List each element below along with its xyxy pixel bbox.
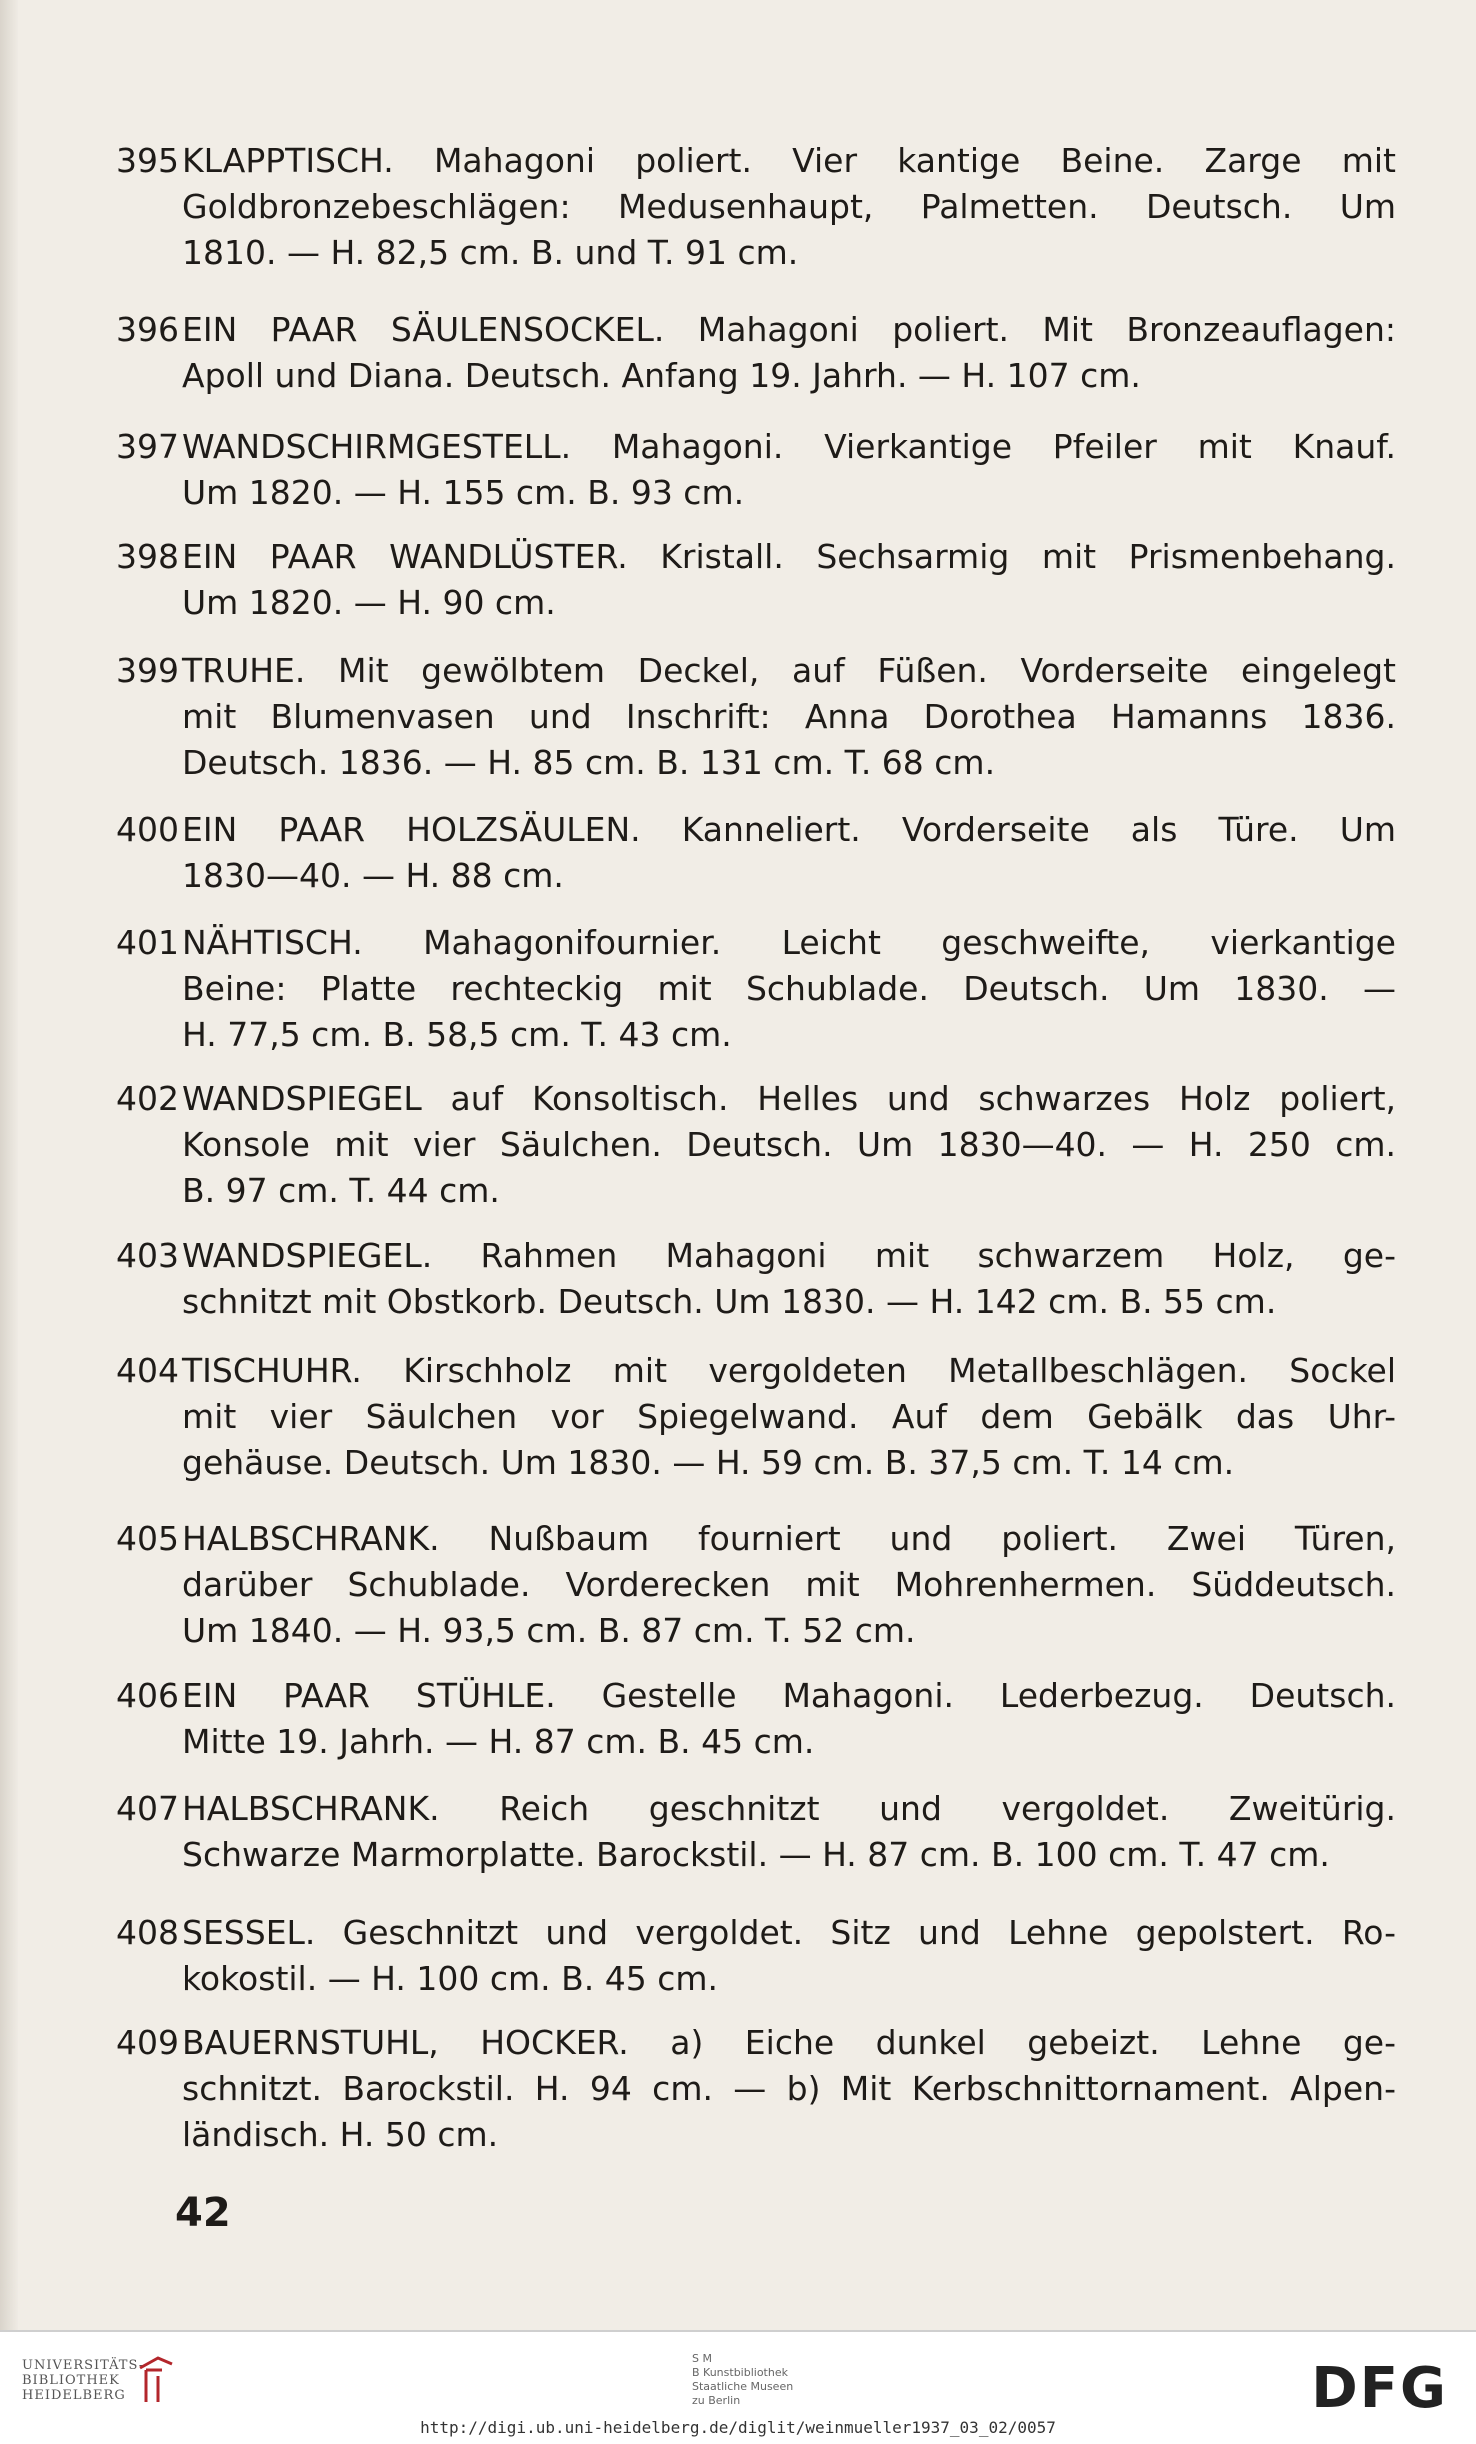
entry-line: WANDSPIEGEL auf Konsoltisch. Helles und schwarzes Holz poliert,: [182, 1079, 1396, 1118]
catalog-entry-397: [116, 424, 1396, 516]
logo-text-line: HEIDELBERG: [22, 2388, 126, 2403]
credit-line: S M: [692, 2352, 712, 2365]
permalink-url[interactable]: http://digi.ub.uni-heidelberg.de/diglit/weinmueller1937_03_02/0057: [420, 2418, 1056, 2437]
catalog-entry-401: [116, 920, 1396, 1058]
lot-number: 404: [116, 1351, 179, 1390]
catalog-entry-406: [116, 1673, 1396, 1765]
entry-line: Um 1820. — H. 90 cm.: [182, 583, 556, 622]
entry-line: NÄHTISCH. Mahagonifournier. Leicht geschweifte, vierkantige: [182, 923, 1396, 962]
entry-line: darüber Schublade. Vorderecken mit Mohrenhermen. Süddeutsch.: [182, 1565, 1396, 1604]
lot-number: 407: [116, 1789, 179, 1828]
entry-line: Apoll und Diana. Deutsch. Anfang 19. Jahrh. — H. 107 cm.: [182, 356, 1141, 395]
entry-line: HALBSCHRANK. Reich geschnitzt und vergoldet. Zweitürig.: [182, 1789, 1396, 1828]
lot-number: 398: [116, 537, 179, 576]
catalog-entry-408: [116, 1910, 1396, 2002]
entry-line: schnitzt mit Obstkorb. Deutsch. Um 1830. — H. 142 cm. B. 55 cm.: [182, 1282, 1277, 1321]
entry-line: SESSEL. Geschnitzt und vergoldet. Sitz und Lehne gepolstert. Ro-: [182, 1913, 1396, 1952]
catalog-entry-402: [116, 1076, 1396, 1214]
entry-line: WANDSPIEGEL. Rahmen Mahagoni mit schwarzem Holz, ge-: [182, 1236, 1396, 1275]
entry-line: TRUHE. Mit gewölbtem Deckel, auf Füßen. Vorderseite eingelegt: [182, 651, 1396, 690]
entry-line: Mitte 19. Jahrh. — H. 87 cm. B. 45 cm.: [182, 1722, 815, 1761]
lot-number: 401: [116, 923, 179, 962]
entry-line: Deutsch. 1836. — H. 85 cm. B. 131 cm. T. 68 cm.: [182, 743, 996, 782]
lot-number: 402: [116, 1079, 179, 1118]
logo-text-line: UNIVERSITÄTS-: [22, 2358, 145, 2373]
entry-line: EIN PAAR WANDLÜSTER. Kristall. Sechsarmig mit Prismenbehang.: [182, 537, 1396, 576]
entry-line: Beine: Platte rechteckig mit Schublade. Deutsch. Um 1830. —: [182, 969, 1396, 1008]
entry-line: EIN PAAR SÄULENSOCKEL. Mahagoni poliert. Mit Bronzeauflagen:: [182, 310, 1396, 349]
lot-number: 396: [116, 310, 179, 349]
university-library-logo[interactable]: [22, 2358, 144, 2403]
lot-number: 400: [116, 810, 179, 849]
entry-line: EIN PAAR HOLZSÄULEN. Kanneliert. Vorderseite als Türe. Um: [182, 810, 1396, 849]
entry-line: Um 1820. — H. 155 cm. B. 93 cm.: [182, 473, 745, 512]
entry-line: mit Blumenvasen und Inschrift: Anna Dorothea Hamanns 1836.: [182, 697, 1396, 736]
catalog-entry-407: [116, 1786, 1396, 1878]
catalog-entry-403: [116, 1233, 1396, 1325]
entry-line: Um 1840. — H. 93,5 cm. B. 87 cm. T. 52 cm.: [182, 1611, 916, 1650]
entry-line: B. 97 cm. T. 44 cm.: [182, 1171, 500, 1210]
entry-line: TISCHUHR. Kirschholz mit vergoldeten Metallbeschlägen. Sockel: [182, 1351, 1396, 1390]
lot-number: 395: [116, 141, 179, 180]
partner-credit: [692, 2352, 793, 2408]
dfg-logo[interactable]: DFG: [1311, 2356, 1448, 2421]
lot-number: 403: [116, 1236, 179, 1275]
catalog-entry-405: [116, 1516, 1396, 1654]
entry-line: BAUERNSTUHL, HOCKER. a) Eiche dunkel gebeizt. Lehne ge-: [182, 2023, 1396, 2062]
entry-line: Konsole mit vier Säulchen. Deutsch. Um 1830—40. — H. 250 cm.: [182, 1125, 1396, 1164]
catalog-entry-399: [116, 648, 1396, 786]
entry-line: Goldbronzebeschlägen: Medusenhaupt, Palmetten. Deutsch. Um: [182, 187, 1396, 226]
entry-line: gehäuse. Deutsch. Um 1830. — H. 59 cm. B. 37,5 cm. T. 14 cm.: [182, 1443, 1235, 1482]
entry-line: WANDSCHIRMGESTELL. Mahagoni. Vierkantige Pfeiler mit Knauf.: [182, 427, 1396, 466]
entry-line: H. 77,5 cm. B. 58,5 cm. T. 43 cm.: [182, 1015, 732, 1054]
lot-number: 397: [116, 427, 179, 466]
lot-number: 399: [116, 651, 179, 690]
university-emblem-icon: [136, 2354, 176, 2408]
catalog-entry-395: [116, 138, 1396, 276]
entry-line: HALBSCHRANK. Nußbaum fourniert und poliert. Zwei Türen,: [182, 1519, 1396, 1558]
catalog-entry-400: [116, 807, 1396, 899]
credit-line: zu Berlin: [692, 2394, 741, 2407]
entry-line: 1810. — H. 82,5 cm. B. und T. 91 cm.: [182, 233, 799, 272]
credit-line: B Kunstbibliothek: [692, 2366, 788, 2379]
lot-number: 406: [116, 1676, 179, 1715]
lot-number: 408: [116, 1913, 179, 1952]
credit-line: Staatliche Museen: [692, 2380, 794, 2393]
page-edge-shadow: [0, 0, 18, 2330]
page-number: 42: [175, 2190, 231, 2236]
catalog-entry-398: [116, 534, 1396, 626]
lot-number: 409: [116, 2023, 179, 2062]
entry-line: mit vier Säulchen vor Spiegelwand. Auf dem Gebälk das Uhr-: [182, 1397, 1396, 1436]
logo-text-line: BIBLIOTHEK: [22, 2373, 120, 2388]
entry-line: Schwarze Marmorplatte. Barockstil. — H. 87 cm. B. 100 cm. T. 47 cm.: [182, 1835, 1330, 1874]
entry-line: ländisch. H. 50 cm.: [182, 2115, 499, 2154]
entry-line: EIN PAAR STÜHLE. Gestelle Mahagoni. Lederbezug. Deutsch.: [182, 1676, 1396, 1715]
entry-line: KLAPPTISCH. Mahagoni poliert. Vier kantige Beine. Zarge mit: [182, 141, 1396, 180]
catalog-entry-409: [116, 2020, 1396, 2158]
catalog-entry-404: [116, 1348, 1396, 1486]
entry-line: kokostil. — H. 100 cm. B. 45 cm.: [182, 1959, 719, 1998]
entry-line: 1830—40. — H. 88 cm.: [182, 856, 564, 895]
catalog-entry-396: [116, 307, 1396, 399]
entry-line: schnitzt. Barockstil. H. 94 cm. — b) Mit Kerbschnittornament. Alpen-: [182, 2069, 1396, 2108]
viewer-footer: [0, 2330, 1476, 2444]
lot-number: 405: [116, 1519, 179, 1558]
